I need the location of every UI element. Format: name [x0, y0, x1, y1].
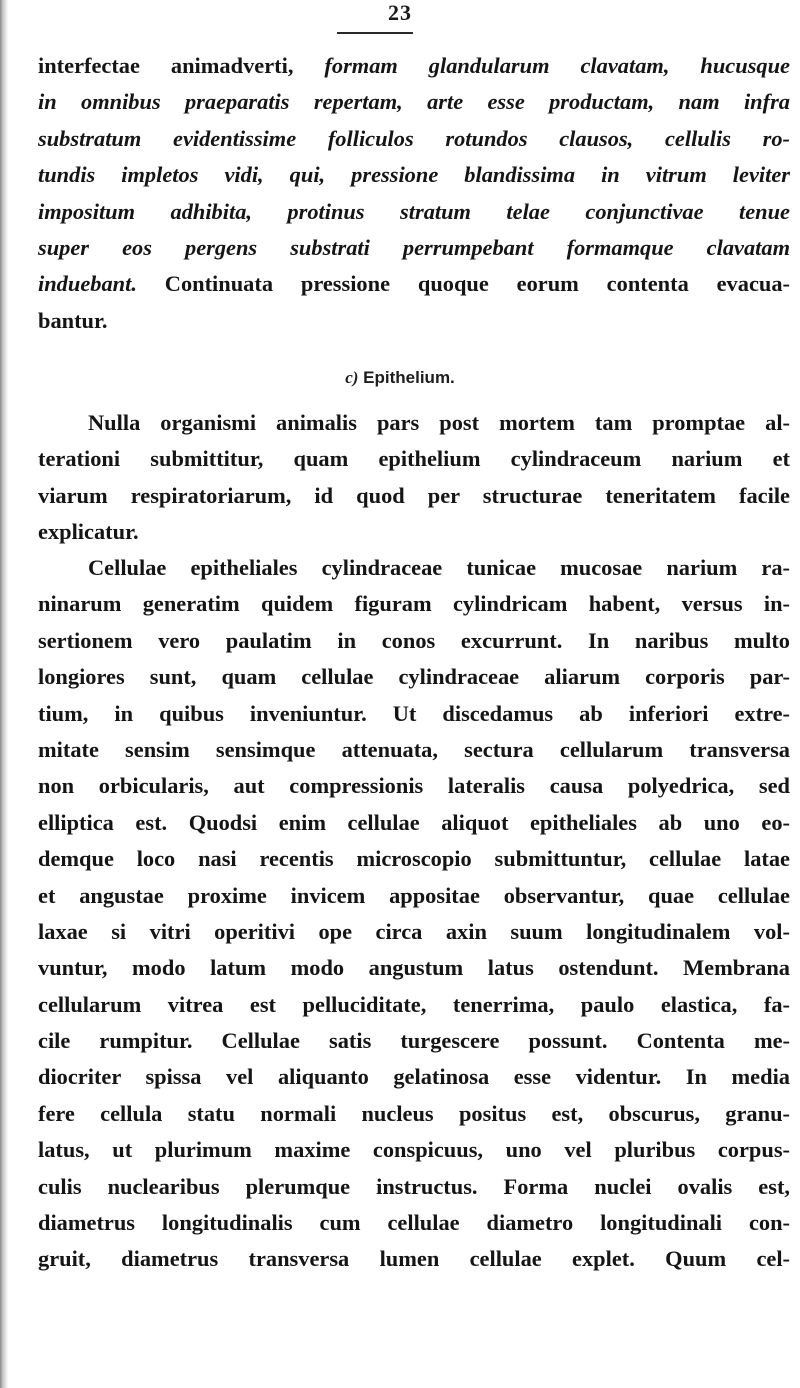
text-line: demque loco nasi recentis microscopio submittuntur, cellulae latae [38, 846, 790, 872]
text-line: et angustae proxime invicem appositae observantur, quae cellulae [38, 882, 790, 908]
text-line: culis nuclearibus plerumque instructus. Forma nuclei ovalis est, [38, 1173, 790, 1199]
text-line: Cellulae epitheliales cylindraceae tunicae mucosae narium ra- [88, 555, 790, 580]
paragraph-cellulae-epitheliales [38, 550, 790, 1278]
text-line [38, 121, 790, 157]
text-run: interfectae animadverti, [38, 53, 325, 78]
text-run: tundis impletos vidi, qui, pressione blandissima in vitrum leviter [38, 162, 790, 188]
text-line [38, 266, 790, 302]
text-line: mitate sensim sensimque attenuata, sectura cellularum transversa [38, 736, 790, 762]
text-line: gruit, diametrus transversa lumen cellulae explet. Quum cel- [38, 1246, 790, 1272]
text-run: Continuata pressione quoque eorum contenta evacua- [136, 271, 790, 297]
text-line: vuntur, modo latum modo angustum latus ostendunt. Membrana [38, 955, 790, 981]
text-line [38, 48, 790, 84]
text-run: induebant. [38, 271, 137, 297]
text-line: sertionem vero paulatim in conos excurrunt. In naribus multo [38, 627, 790, 653]
text-line: terationi submittitur, quam epithelium cylindraceum narium et [38, 446, 790, 472]
text-run: in omnibus praeparatis repertam, arte esse productam, nam infra [38, 89, 790, 115]
text-line: viarum respiratoriarum, id quod per structurae teneritatem facile [38, 482, 790, 508]
text-line [38, 157, 790, 193]
text-run: impositum adhibita, protinus stratum telae conjunctivae tenue [38, 198, 790, 224]
text-line: fere cellula statu normali nucleus positus est, obscurus, granu- [38, 1100, 790, 1126]
text-line: Nulla organismi animalis pars post mortem tam promptae al- [88, 410, 790, 435]
text-line: elliptica est. Quodsi enim cellulae aliquot epitheliales ab uno eo- [38, 809, 790, 835]
text-line: cile rumpitur. Cellulae satis turgescere possunt. Contenta me- [38, 1028, 790, 1054]
header-rule [337, 32, 413, 34]
text-line [38, 230, 790, 266]
text-run: super eos pergens substrati perrumpebant formamque clavatam [38, 234, 790, 260]
text-line: explicatur. [38, 519, 139, 545]
text-line [38, 194, 790, 230]
text-line: diametrus longitudinalis cum cellulae diametro longitudinali con- [38, 1210, 790, 1236]
section-heading-label: c) [345, 368, 359, 387]
text-line: longiores sunt, quam cellulae cylindraceae aliarum corporis par- [38, 664, 790, 690]
text-line [38, 84, 790, 120]
section-heading [0, 368, 800, 388]
page-edge-shadow [0, 0, 8, 1388]
text-run: formam glandularum clavatam, hucusque [324, 53, 790, 78]
text-line: latus, ut plurimum maxime conspicuus, uno vel pluribus corpus- [38, 1137, 790, 1163]
section-heading-title: Epithelium. [358, 368, 455, 387]
text-line: ninarum generatim quidem figuram cylindricam habent, versus in- [38, 591, 790, 617]
text-run: bantur. [38, 307, 108, 333]
text-line [38, 303, 790, 339]
text-line: laxae si vitri operitivi ope circa axin suum longitudinalem vol- [38, 918, 790, 944]
text-line: tium, in quibus inveniuntur. Ut discedamus ab inferiori extre- [38, 700, 790, 726]
paragraph-continuation [38, 48, 790, 339]
text-line: non orbicularis, aut compressionis lateralis causa polyedrica, sed [38, 773, 790, 799]
text-line: diocriter spissa vel aliquanto gelatinosa esse videntur. In media [38, 1064, 790, 1090]
text-line: cellularum vitrea est pelluciditate, tenerrima, paulo elastica, fa- [38, 991, 790, 1017]
page-number: 23 [388, 0, 412, 25]
paragraph-nulla-organismi [38, 405, 790, 551]
text-run: substratum evidentissime folliculos rotundos clausos, cellulis ro- [38, 125, 790, 151]
